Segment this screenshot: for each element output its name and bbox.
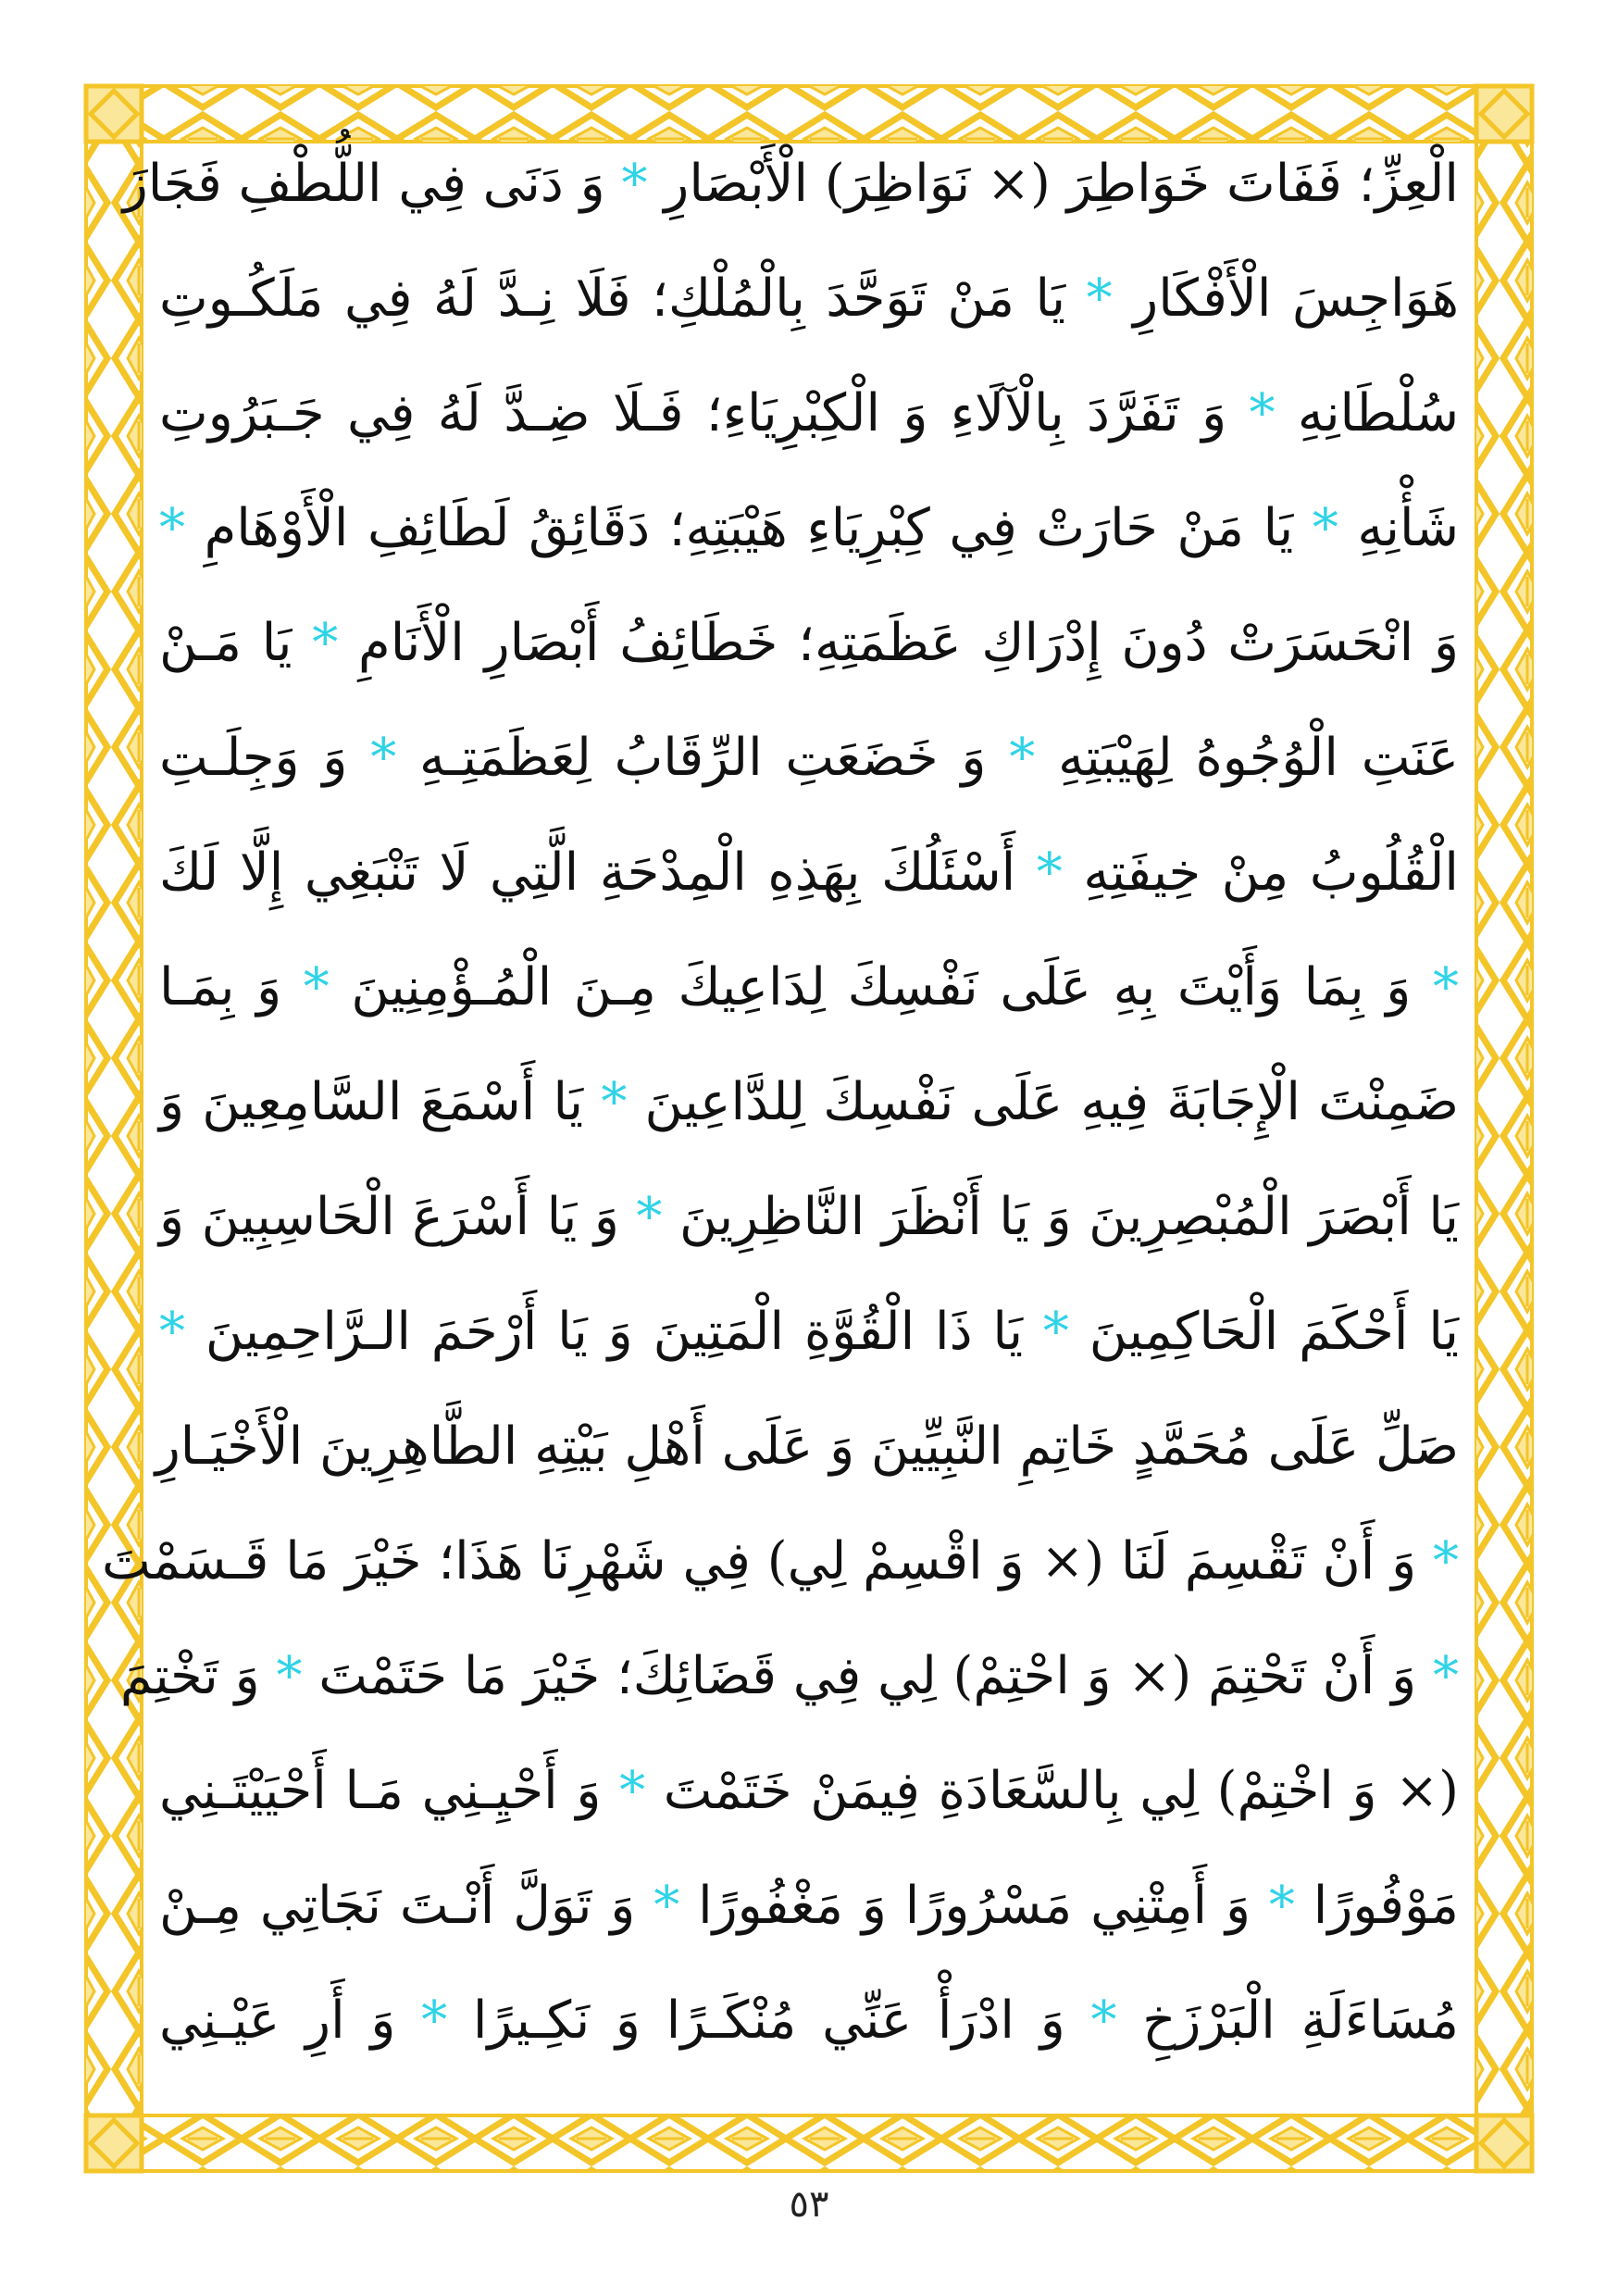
text-line: * وَ أَنْ تَحْتِمَ (× وَ احْتِمْ) لِي فِي قَضَائِكَ؛ خَيْرَ مَا حَتَمْتَ * وَ تَخْتِمَ [119, 1646, 1459, 1706]
verse-separator-star: * [1090, 1990, 1117, 2051]
text-line: يَا أَبْصَرَ الْمُبْصِرِينَ وَ يَا أَنْظَرَ النَّاظِرِينَ * وَ يَا أَسْرَعَ الْحَاسِبِينَ وَ [159, 1187, 1459, 1247]
text-line: سُلْطَانِهِ * وَ تَفَرَّدَ بِالْآلَاءِ وَ الْكِبْرِيَاءِ؛ فَـلَا ضِـدَّ لَهُ فِي جَـبَرُوتِ [159, 383, 1459, 443]
text-line: شَأْنِهِ * يَا مَنْ حَارَتْ فِي كِبْرِيَاءِ هَيْبَتِهِ؛ دَقَائِقُ لَطَائِفِ الْأَوْهَامِ * [159, 498, 1459, 558]
verse-separator-star: * [1433, 1646, 1459, 1706]
text-line: * وَ بِمَا وَأَيْتَ بِهِ عَلَى نَفْسِكَ لِدَاعِيكَ مِـنَ الْمُـؤْمِنِينَ * وَ بِمَـا [159, 957, 1459, 1017]
verse-separator-star: * [1268, 1876, 1295, 1936]
page-number: ٥٣ [789, 2183, 829, 2226]
verse-separator-star: * [159, 1302, 185, 1362]
verse-separator-star: * [159, 498, 185, 558]
text-line: هَوَاجِسَ الْأَفْكَارِ * يَا مَنْ تَوَحَّدَ بِالْمُلْكِ؛ فَلَا نِـدَّ لَهُ فِي مَلَكُـوتِ [159, 268, 1459, 329]
verse-separator-star: * [636, 1187, 663, 1247]
verse-separator-star: * [1036, 842, 1063, 903]
text-line: ضَمِنْتَ الْإِجَابَةَ فِيهِ عَلَى نَفْسِكَ لِلدَّاعِينَ * يَا أَسْمَعَ السَّامِعِينَ وَ [159, 1072, 1459, 1132]
verse-separator-star: * [1312, 498, 1338, 558]
text-line: صَلِّ عَلَى مُحَمَّدٍ خَاتِمِ النَّبِيِّينَ وَ عَلَى أَهْلِ بَيْتِهِ الطَّاهِرِينَ الْأَخْيَـارِ [155, 1416, 1459, 1477]
verse-separator-star: * [370, 728, 397, 788]
prayer-text [101, 130, 1460, 2092]
verse-separator-star: * [312, 613, 339, 673]
verse-separator-star: * [1433, 957, 1459, 1017]
text-line: (× وَ اخْتِمْ) لِي بِالسَّعَادَةِ فِيمَنْ خَتَمْتَ * وَ أَحْيِـنِي مَـا أَحْيَيْتَـنِي [159, 1761, 1459, 1821]
verse-separator-star: * [1042, 1302, 1069, 1362]
text-line: الْعِزِّ؛ فَفَاتَ خَوَاطِرَ (× نَوَاظِرَ) الْأَبْصَارِ * وَ دَنَى فِي اللُّطْفِ فَجَازَ [122, 154, 1459, 214]
verse-separator-star: * [1249, 383, 1276, 443]
text-line: عَنَتِ الْوُجُوهُ لِهَيْبَتِهِ * وَ خَضَعَتِ الرِّقَابُ لِعَظَمَتِـهِ * وَ وَجِلَـتِ [159, 728, 1459, 788]
verse-separator-star: * [1433, 1531, 1459, 1591]
verse-separator-star: * [303, 957, 330, 1017]
verse-separator-star: * [276, 1646, 303, 1706]
verse-separator-star: * [1009, 728, 1036, 788]
text-line: وَ انْحَسَرَتْ دُونَ إِدْرَاكِ عَظَمَتِهِ؛ خَطَائِفُ أَبْصَارِ الْأَنَامِ * يَا مَـنْ [159, 613, 1460, 673]
text-line: * وَ أَنْ تَقْسِمَ لَنَا (× وَ اقْسِمْ لِي) فِي شَهْرِنَا هَذَا؛ خَيْرَ مَا قَـسَمْتَ [101, 1531, 1459, 1591]
text-line: مَوْفُورًا * وَ أَمِتْنِي مَسْرُورًا وَ مَغْفُورًا * وَ تَوَلَّ أَنْـتَ نَجَاتِي مِـنْ [159, 1876, 1459, 1936]
verse-separator-star: * [601, 1072, 628, 1132]
verse-separator-star: * [619, 1761, 646, 1821]
verse-separator-star: * [621, 154, 648, 214]
verse-separator-star: * [1086, 268, 1113, 329]
text-line: مُسَاءَلَةِ الْبَرْزَخِ * وَ ادْرَأْ عَنِّي مُنْكَـرًا وَ نَكِـيرًا * وَ أَرِ عَيْـنِي [159, 1990, 1460, 2051]
text-line: يَا أَحْكَمَ الْحَاكِمِينَ * يَا ذَا الْقُوَّةِ الْمَتِينَ وَ يَا أَرْحَمَ الـرَّاحِمِينَ * [159, 1302, 1459, 1362]
verse-separator-star: * [653, 1876, 680, 1936]
verse-separator-star: * [421, 1990, 448, 2051]
text-line: الْقُلُوبُ مِنْ خِيفَتِهِ * أَسْئَلُكَ بِهَذِهِ الْمِدْحَةِ الَّتِي لَا تَنْبَغِي إِلَّا لَكَ [159, 842, 1459, 903]
